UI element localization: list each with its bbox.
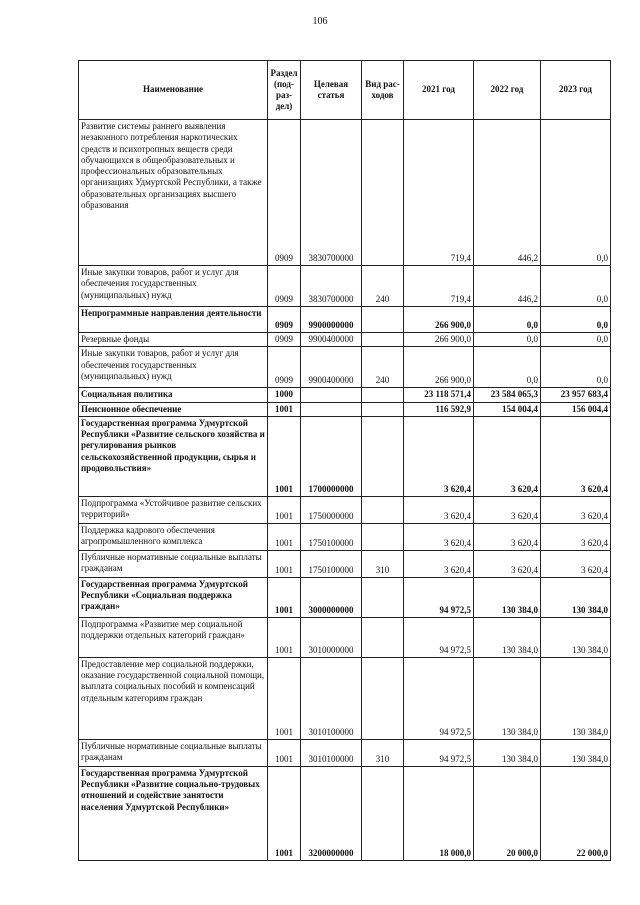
- cell-2023: 3 620,4: [541, 496, 611, 523]
- cell-kind: 240: [362, 266, 404, 307]
- cell-section: 0909: [268, 266, 301, 307]
- table-row: [79, 496, 611, 523]
- cell-article: [301, 402, 362, 416]
- cell-name: Подпрограмма «Развитие мер социальной поддержки отдельных категорий граждан»: [79, 617, 268, 657]
- cell-kind: [362, 416, 404, 496]
- table-header-row: [79, 61, 611, 120]
- table-row: [79, 577, 611, 617]
- cell-2022: 446,2: [474, 120, 541, 266]
- cell-article: 3830700000: [301, 120, 362, 266]
- cell-2023: 3 620,4: [541, 523, 611, 550]
- cell-2021: 94 972,5: [404, 739, 474, 766]
- cell-article: 3000000000: [301, 577, 362, 617]
- cell-2023: 23 957 683,4: [541, 388, 611, 402]
- cell-kind: [362, 617, 404, 657]
- header-name: Наименование: [79, 61, 268, 120]
- cell-name: Развитие системы раннего выявления незаконного потребления наркотических средств и психотропных веществ среди обучающихся в общеобразовательных и профессиональных образовательных организациях Удмуртской Республики, а также образовательных организациях высшего образования: [79, 120, 268, 266]
- cell-name: Государственная программа Удмуртской Республики «Социальная поддержка граждан»: [79, 577, 268, 617]
- cell-section: 0909: [268, 307, 301, 333]
- cell-kind: [362, 766, 404, 860]
- cell-section: 1001: [268, 617, 301, 657]
- cell-2021: 3 620,4: [404, 550, 474, 577]
- header-kind: Вид рас-ходов: [362, 61, 404, 120]
- cell-kind: [362, 577, 404, 617]
- cell-name: Публичные нормативные социальные выплаты гражданам: [79, 739, 268, 766]
- table-row: [79, 550, 611, 577]
- table-row: [79, 739, 611, 766]
- cell-2021: 18 000,0: [404, 766, 474, 860]
- table-row: [79, 402, 611, 416]
- cell-2023: 130 384,0: [541, 577, 611, 617]
- cell-2021: 719,4: [404, 120, 474, 266]
- cell-2021: 94 972,5: [404, 617, 474, 657]
- cell-section: 1001: [268, 523, 301, 550]
- cell-kind: [362, 333, 404, 347]
- cell-name: Государственная программа Удмуртской Республики «Развитие сельского хозяйства и регулирования рынков сельскохозяйственной продукции, сырья и продовольствия»: [79, 416, 268, 496]
- table-row: [79, 266, 611, 307]
- table-row: [79, 333, 611, 347]
- cell-2021: 266 900,0: [404, 347, 474, 388]
- cell-2023: 3 620,4: [541, 416, 611, 496]
- cell-name: Иные закупки товаров, работ и услуг для обеспечения государственных (муниципальных) нужд: [79, 347, 268, 388]
- cell-2023: 0,0: [541, 307, 611, 333]
- table-row: [79, 120, 611, 266]
- cell-kind: [362, 402, 404, 416]
- cell-section: 1001: [268, 402, 301, 416]
- cell-2022: 130 384,0: [474, 577, 541, 617]
- cell-2022: 130 384,0: [474, 617, 541, 657]
- cell-article: 1750000000: [301, 496, 362, 523]
- cell-kind: 310: [362, 550, 404, 577]
- header-2023: 2023 год: [541, 61, 611, 120]
- cell-2023: 0,0: [541, 120, 611, 266]
- cell-article: 9900000000: [301, 307, 362, 333]
- cell-section: 0909: [268, 333, 301, 347]
- cell-2023: 3 620,4: [541, 550, 611, 577]
- cell-section: 1001: [268, 496, 301, 523]
- cell-kind: [362, 120, 404, 266]
- cell-2023: 0,0: [541, 266, 611, 307]
- table-row: [79, 388, 611, 402]
- cell-2023: 130 384,0: [541, 657, 611, 739]
- cell-name: Поддержка кадрового обеспечения агропромышленного комплекса: [79, 523, 268, 550]
- table-row: [79, 307, 611, 333]
- table-row: [79, 347, 611, 388]
- cell-2023: 0,0: [541, 333, 611, 347]
- table-row: [79, 657, 611, 739]
- cell-name: Иные закупки товаров, работ и услуг для обеспечения государственных (муниципальных) нужд: [79, 266, 268, 307]
- cell-2021: 3 620,4: [404, 496, 474, 523]
- header-section: Раздел (под-раз-дел): [268, 61, 301, 120]
- cell-kind: 310: [362, 739, 404, 766]
- cell-2021: 116 592,9: [404, 402, 474, 416]
- header-article: Целевая статья: [301, 61, 362, 120]
- cell-name: Социальная политика: [79, 388, 268, 402]
- cell-section: 1001: [268, 577, 301, 617]
- cell-2021: 266 900,0: [404, 307, 474, 333]
- cell-section: 1001: [268, 739, 301, 766]
- cell-2022: 23 584 065,3: [474, 388, 541, 402]
- cell-2021: 94 972,5: [404, 657, 474, 739]
- cell-2023: 130 384,0: [541, 617, 611, 657]
- cell-section: 1001: [268, 766, 301, 860]
- cell-article: 9900400000: [301, 333, 362, 347]
- cell-2022: 0,0: [474, 333, 541, 347]
- header-2021: 2021 год: [404, 61, 474, 120]
- cell-2022: 446,2: [474, 266, 541, 307]
- cell-article: 1750100000: [301, 550, 362, 577]
- cell-article: 3010100000: [301, 739, 362, 766]
- cell-2023: 22 000,0: [541, 766, 611, 860]
- cell-article: [301, 388, 362, 402]
- cell-article: 1700000000: [301, 416, 362, 496]
- cell-2022: 130 384,0: [474, 739, 541, 766]
- cell-article: 3200000000: [301, 766, 362, 860]
- cell-name: Пенсионное обеспечение: [79, 402, 268, 416]
- cell-2023: 0,0: [541, 347, 611, 388]
- table-row: [79, 617, 611, 657]
- cell-kind: [362, 496, 404, 523]
- cell-2023: 156 004,4: [541, 402, 611, 416]
- page-number: 106: [312, 16, 328, 27]
- table-body: [79, 120, 611, 861]
- cell-name: Публичные нормативные социальные выплаты гражданам: [79, 550, 268, 577]
- cell-2022: 3 620,4: [474, 523, 541, 550]
- cell-section: 0909: [268, 347, 301, 388]
- cell-name: Резервные фонды: [79, 333, 268, 347]
- cell-2022: 130 384,0: [474, 657, 541, 739]
- cell-kind: [362, 657, 404, 739]
- cell-name: Государственная программа Удмуртской Республики «Развитие социально-трудовых отношений и содействие занятости населения Удмуртской Республики»: [79, 766, 268, 860]
- cell-article: 9900400000: [301, 347, 362, 388]
- cell-2022: 3 620,4: [474, 550, 541, 577]
- cell-section: 1000: [268, 388, 301, 402]
- cell-2022: 3 620,4: [474, 416, 541, 496]
- cell-2022: 0,0: [474, 307, 541, 333]
- cell-kind: 240: [362, 347, 404, 388]
- cell-section: 1001: [268, 550, 301, 577]
- cell-name: Предоставление мер социальной поддержки, оказание государственной социальной помощи, выплата социальных пособий и компенсаций отдельным категориям граждан: [79, 657, 268, 739]
- cell-2022: 154 004,4: [474, 402, 541, 416]
- cell-kind: [362, 388, 404, 402]
- cell-article: 3010100000: [301, 657, 362, 739]
- cell-2021: 3 620,4: [404, 416, 474, 496]
- cell-2021: 23 118 571,4: [404, 388, 474, 402]
- cell-kind: [362, 307, 404, 333]
- cell-article: 3830700000: [301, 266, 362, 307]
- budget-table: [78, 60, 611, 861]
- cell-section: 1001: [268, 416, 301, 496]
- table-row: [79, 523, 611, 550]
- cell-2022: 20 000,0: [474, 766, 541, 860]
- cell-section: 1001: [268, 657, 301, 739]
- cell-name: Подпрограмма «Устойчивое развитие сельских территорий»: [79, 496, 268, 523]
- cell-article: 1750100000: [301, 523, 362, 550]
- cell-2021: 3 620,4: [404, 523, 474, 550]
- header-2022: 2022 год: [474, 61, 541, 120]
- cell-2021: 94 972,5: [404, 577, 474, 617]
- cell-section: 0909: [268, 120, 301, 266]
- table-row: [79, 766, 611, 860]
- cell-2023: 130 384,0: [541, 739, 611, 766]
- cell-2021: 266 900,0: [404, 333, 474, 347]
- cell-article: 3010000000: [301, 617, 362, 657]
- cell-2022: 3 620,4: [474, 496, 541, 523]
- cell-name: Непрограммные направления деятельности: [79, 307, 268, 333]
- cell-kind: [362, 523, 404, 550]
- table-row: [79, 416, 611, 496]
- cell-2021: 719,4: [404, 266, 474, 307]
- cell-2022: 0,0: [474, 347, 541, 388]
